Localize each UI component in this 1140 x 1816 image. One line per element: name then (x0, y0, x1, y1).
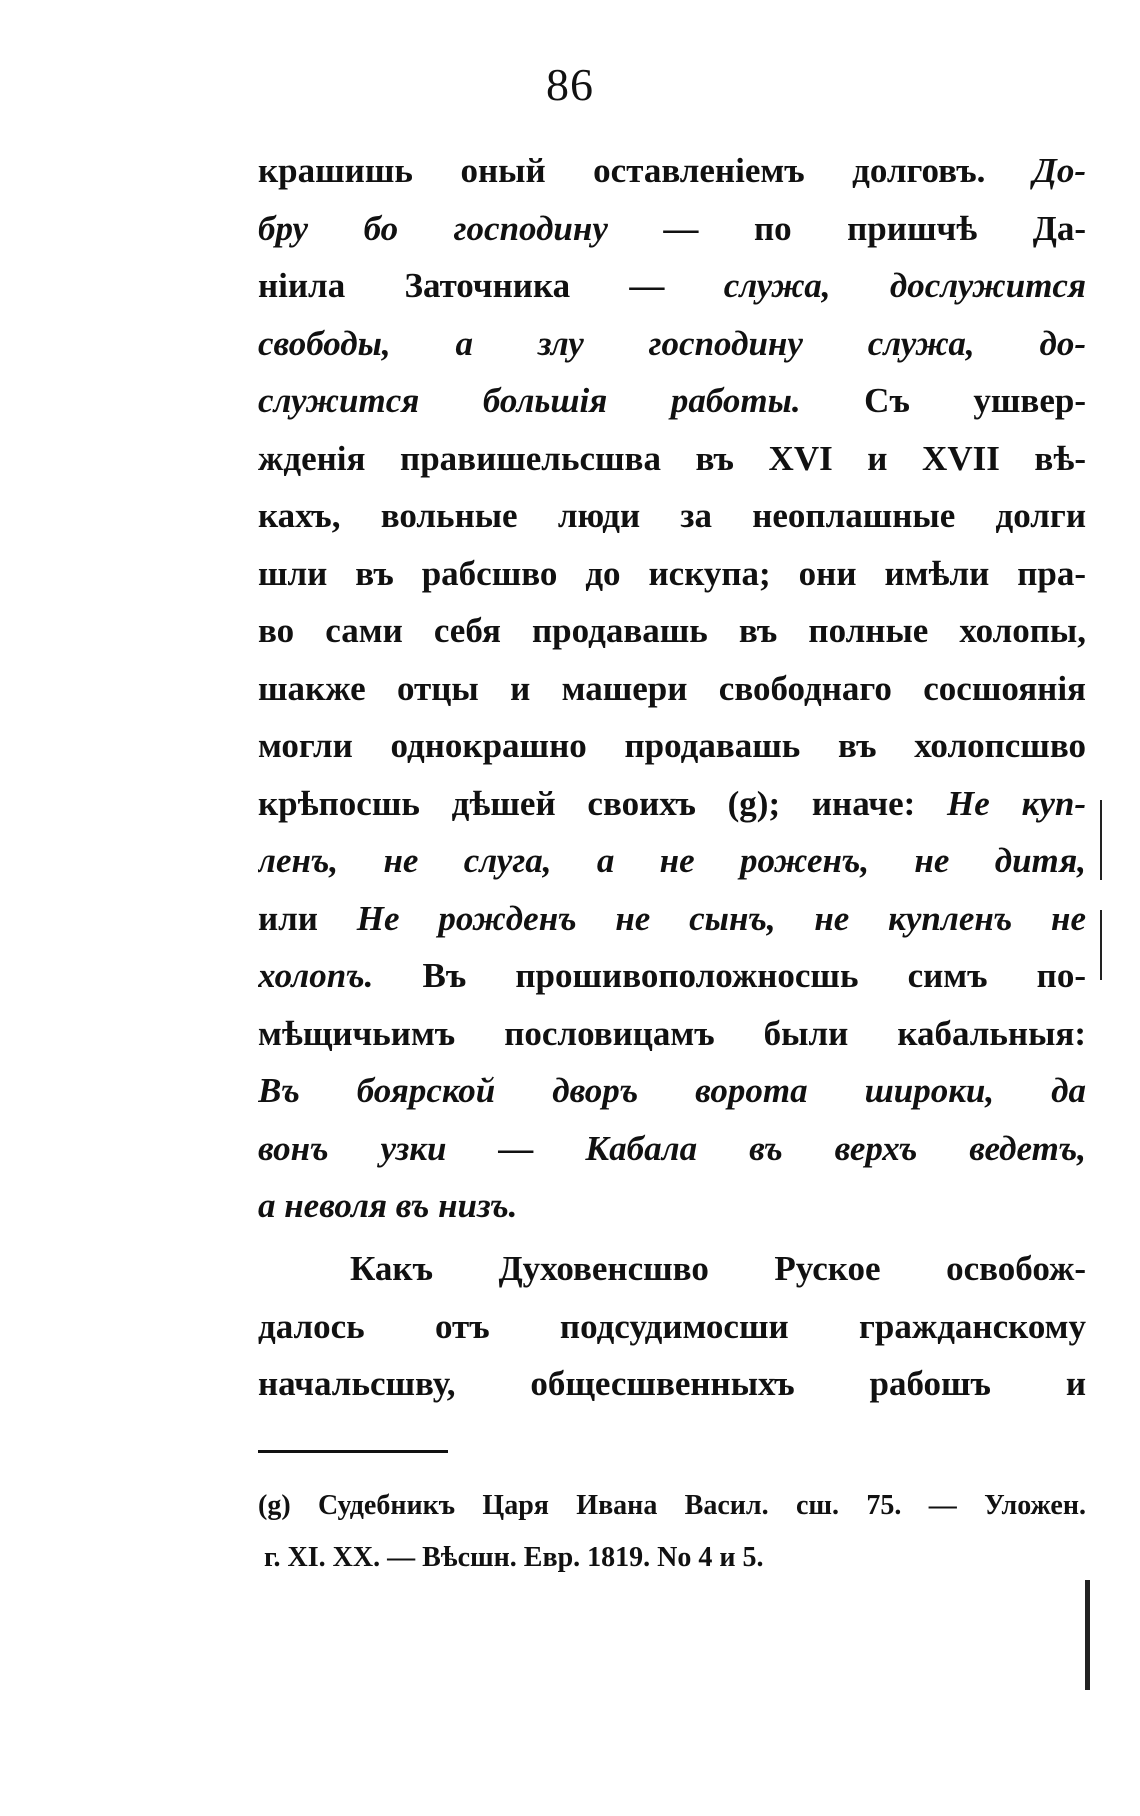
text-line: начальсшву, общесшвенныхъ рабошъ и (258, 1364, 1086, 1403)
text-line: свободы, а злу господину служа, до- (258, 323, 1086, 363)
second-paragraph (258, 1240, 1086, 1413)
footnote (258, 1480, 1086, 1584)
text-line: вонъ узки — Кабала въ верхъ ведетъ, (258, 1128, 1086, 1168)
text-line: мѣщичьимъ пословицамъ были кабальныя: (258, 1013, 1086, 1053)
footnote-rule (258, 1450, 448, 1453)
text-line: холопъ. Въ прошивоположносшь симъ по- (258, 956, 1086, 995)
text-line: Какъ Духовенсшво Руское освобож- (350, 1249, 1086, 1288)
text-line: кахъ, вольные люди за неоплашные долги (258, 496, 1086, 535)
text-line: крашишь оный оставленіемъ долговъ. До- (258, 151, 1086, 190)
text-line: могли однокрашно продавашь въ холопсшво (258, 726, 1086, 765)
scan-margin-mark (1100, 800, 1102, 880)
text-line: ленъ, не слуга, а не роженъ, не дитя, (258, 841, 1086, 880)
text-line: крѣпосшь дѣшей своихъ (g); иначе: Не куп- (258, 783, 1086, 823)
footnote-line: г. XI. XX. — Вѣсшн. Евр. 1819. No 4 и 5. (264, 1542, 764, 1573)
text-line: или Не рожденъ не сынъ, не купленъ не (258, 898, 1086, 938)
text-line: а неволя въ низъ. (258, 1186, 518, 1225)
text-line: далось отъ подсудимосши гражданскому (258, 1306, 1086, 1346)
text-line: шли въ рабсшво до искупа; они имѣли пра- (258, 553, 1086, 593)
text-line: бру бо господину — по пришчѣ Да- (258, 208, 1086, 248)
text-line: служится большія работы. Съ ушвер- (258, 381, 1086, 420)
scan-margin-mark (1100, 910, 1102, 980)
text-line: Въ боярской дворъ ворота широки, да (258, 1071, 1086, 1110)
text-line: шакже отцы и машери свободнаго сосшоянія (258, 668, 1086, 708)
text-line: жденія правишельсшва въ XVI и XVII вѣ- (258, 438, 1086, 478)
text-line: ніила Заточника — служа, дослужится (258, 266, 1086, 305)
footnote-line: (g) Судебникъ Царя Ивана Васил. сш. 75. — Уложен. (258, 1490, 1086, 1521)
main-paragraph (258, 142, 1086, 1235)
text-line: во сами себя продавашь въ полные холопы, (258, 611, 1086, 650)
page-number: 86 (546, 59, 594, 110)
scan-margin-mark (1085, 1580, 1090, 1690)
